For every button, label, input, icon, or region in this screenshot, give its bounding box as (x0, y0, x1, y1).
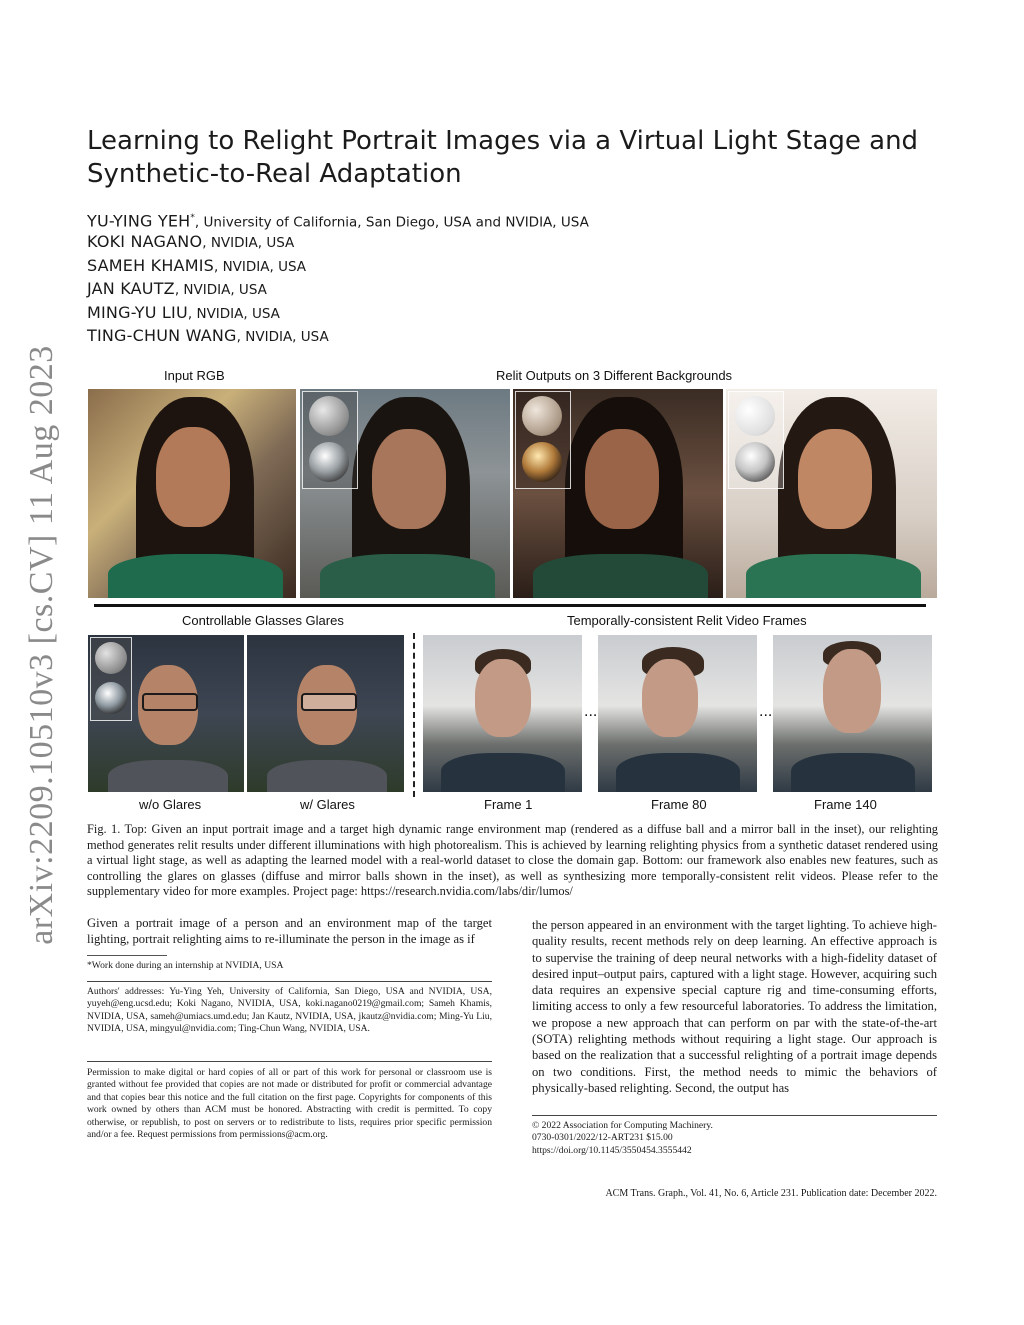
photo-frame-80 (598, 635, 757, 792)
author-affiliation: , NVIDIA, USA (187, 305, 280, 322)
addresses-rule (87, 981, 492, 982)
author-line (87, 277, 947, 300)
copyright-line: © 2022 Association for Computing Machinery. (532, 1120, 713, 1131)
doi-link[interactable]: https://doi.org/10.1145/3550454.3555442 (532, 1144, 692, 1156)
author-affiliation: , NVIDIA, USA (236, 328, 329, 345)
arxiv-stamp-text: arXiv:2209.10510v3 [cs.CV] 11 Aug 2023 (23, 345, 60, 945)
label-frame-140: Frame 140 (814, 797, 877, 812)
author-name: TING-CHUN WANG (87, 325, 237, 345)
author-name: JAN KAUTZ (87, 279, 175, 299)
label-input-rgb: Input RGB (164, 368, 225, 383)
inset-light-balls (728, 391, 784, 489)
mirror-ball-icon (735, 442, 775, 482)
footnote-rule (87, 955, 167, 956)
author-name: SAMEH KHAMIS (87, 255, 214, 275)
footnote: *Work done during an internship at NVIDIA, USA (87, 960, 284, 971)
figure-divider (94, 604, 926, 607)
copyright-rule (532, 1115, 937, 1116)
mirror-ball-icon (95, 682, 127, 714)
author-line (87, 207, 947, 230)
author-affiliation: , NVIDIA, USA (174, 282, 267, 299)
diffuse-ball-icon (309, 396, 349, 436)
glasses-icon (142, 693, 198, 711)
diffuse-ball-icon (735, 396, 775, 436)
author-line (87, 254, 947, 277)
arxiv-stamp (22, 345, 62, 945)
author-name: YU-YING YEH (87, 211, 191, 231)
mirror-ball-icon (522, 442, 562, 482)
figure-dashed-divider (413, 633, 415, 797)
photo-relit-3 (726, 389, 937, 598)
author-name: MING-YU LIU (87, 302, 188, 322)
author-addresses: Authors' addresses: Yu-Ying Yeh, University of California, San Diego, USA and NVIDIA, USA, yuyeh@eng.ucsd.edu; Koki Nagano, NVIDIA, USA, koki.nagano0219@gmail.com; Sameh Khamis, NVIDIA, USA, sameh@umiacs.umd.edu; Jan Kautz, NVIDIA, USA, jkautz@nvidia.com; Ming-Yu Liu, NVIDIA, USA, mingyul@nvidia.com; Ting-Chun Wang, NVIDIA, USA. (87, 986, 492, 1035)
mirror-ball-icon (309, 442, 349, 482)
label-frame-1: Frame 1 (484, 797, 533, 812)
photo-relit-2 (513, 389, 723, 598)
label-without-glares: w/o Glares (139, 797, 202, 812)
author-line (87, 301, 947, 324)
photo-input-rgb (88, 389, 296, 598)
label-with-glares: w/ Glares (300, 797, 355, 812)
right-column-body: the person appeared in an environment with the target lighting. To achieve high-quality results, recent methods rely on deep learning. An effective approach is to supervise the training of deep neural networks with a high-fidelity dataset of desired input–output pairs, captured with a light stage. However, acquiring such data requires an expensive special capture rig and time-consuming efforts, limiting access to only a few resourceful laboratories. To address the limitation, we propose a new approach that can perform on par with the state-of-the-art (SOTA) relighting methods without requiring a light stage. Our approach is based on the realization that a successful relighting of a portrait image depends on two conditions. First, the method needs to mimic the behaviors of physically-based relighting. Second, the output has (532, 918, 937, 1095)
photo-frame-1 (423, 635, 582, 792)
diffuse-ball-icon (522, 396, 562, 436)
issn-line: 0730-0301/2022/12-ART231 $15.00 (532, 1132, 673, 1144)
inset-light-balls (90, 637, 132, 721)
photo-without-glares (88, 635, 244, 792)
photo-frame-140 (773, 635, 932, 792)
ellipsis-1: ... (584, 703, 598, 720)
author-line (87, 324, 947, 347)
label-glasses-glares: Controllable Glasses Glares (182, 613, 344, 628)
glasses-icon (301, 693, 357, 711)
author-list (87, 207, 947, 347)
author-mark: * (190, 213, 195, 223)
inset-light-balls (302, 391, 358, 489)
left-column-body: Given a portrait image of a person and an environment map of the target lighting, portrait relighting aims to re-illuminate the person in the image as if (87, 916, 492, 947)
inset-light-balls (515, 391, 571, 489)
ellipsis-2: ... (759, 703, 773, 720)
photo-relit-1 (300, 389, 510, 598)
paper-title: Learning to Relight Portrait Images via a Virtual Light Stage and Synthetic-to-Real Adaptation (87, 126, 919, 189)
figure-caption: Fig. 1. Top: Given an input portrait image and a target high dynamic range environment map (rendered as a diffuse ball and a mirror ball in the inset), our relighting method generates relit results under different illuminations with high photorealism. This is achieved by learning relighting physics from a synthetic dataset rendered using a virtual light stage, as well as adapting the learned model with a real-world dataset to close the domain gap. Bottom: our framework also enables new features, such as controlling the glares on glasses (diffuse and mirror balls shown in the inset), as well as synthesizing more temporally-consistent relit videos. Please refer to the supplementary video for more examples. Project page: https://research.nvidia.com/labs/dir/lumos/ (87, 822, 938, 899)
permission-rule (87, 1061, 492, 1062)
label-video-frames: Temporally-consistent Relit Video Frames (567, 613, 807, 628)
author-affiliation: , NVIDIA, USA (202, 235, 295, 252)
copyright-block (532, 1120, 937, 1157)
photo-with-glares (247, 635, 404, 792)
diffuse-ball-icon (95, 642, 127, 674)
author-name: KOKI NAGANO (87, 232, 203, 252)
author-line (87, 230, 947, 253)
page-footer: ACM Trans. Graph., Vol. 41, No. 6, Article 231. Publication date: December 2022. (605, 1188, 937, 1199)
author-affiliation: , NVIDIA, USA (213, 258, 307, 275)
label-relit-outputs: Relit Outputs on 3 Different Backgrounds (496, 368, 733, 383)
permission-notice: Permission to make digital or hard copies of all or part of this work for personal or classroom use is granted without fee provided that copies are not made or distributed for profit or commercial advantage and that copies bear this notice and the full citation on the first page. Copyrights for components of this work owned by others than ACM must be honored. Abstracting with credit is permitted. To copy otherwise, or republish, to post on servers or to redistribute to lists, requires prior specific permission and/or a fee. Request permissions from permissions@acm.org. (87, 1067, 492, 1141)
author-affiliation: , University of California, San Diego, USA and NVIDIA, USA (194, 214, 589, 231)
label-frame-80: Frame 80 (651, 797, 707, 812)
